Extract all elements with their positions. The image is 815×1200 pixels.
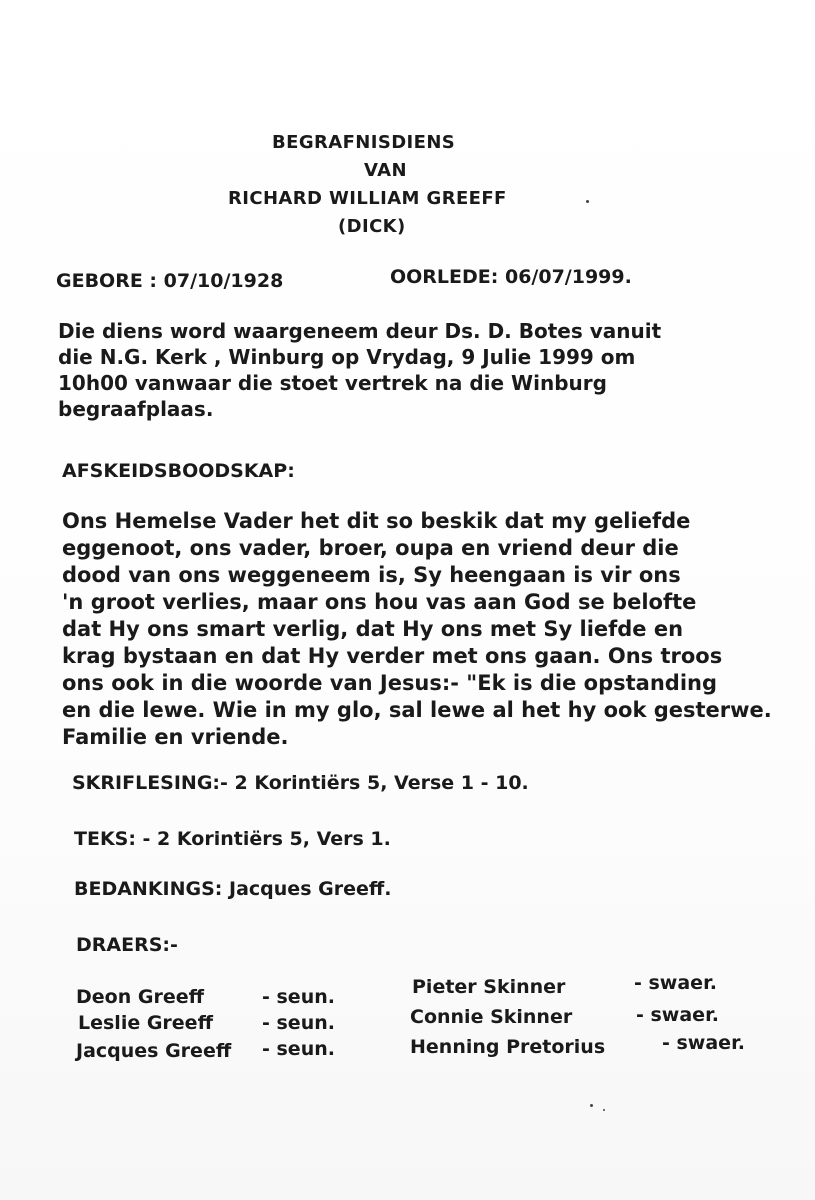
service-line: begraafplaas. xyxy=(58,397,214,421)
farewell-line: dood van ons weggeneem is, Sy heengaan is vir ons xyxy=(62,563,681,587)
bearer-item xyxy=(78,1012,335,1034)
service-details xyxy=(58,318,661,422)
title-nickname: (DICK) xyxy=(338,216,406,237)
bearer-name: Pieter Skinner xyxy=(412,976,566,998)
farewell-line: eggenoot, ons vader, broer, oupa en vriend deur die xyxy=(62,536,679,560)
title-of: VAN xyxy=(364,160,407,181)
bearer-name: Deon Greeff xyxy=(76,986,204,1008)
bearers-heading: DRAERS:- xyxy=(76,934,178,956)
scripture-reading: SKRIFLESING:- 2 Korintiërs 5, Verse 1 - 10. xyxy=(72,772,529,794)
farewell-heading: AFSKEIDSBOODSKAP: xyxy=(62,460,295,482)
farewell-message xyxy=(62,508,772,751)
bearer-relation: - swaer. xyxy=(636,1004,719,1026)
bearer-relation: - seun. xyxy=(262,1038,335,1060)
farewell-line: krag bystaan en dat Hy verder met ons gaan. Ons troos xyxy=(62,644,723,668)
farewell-line: dat Hy ons smart verlig, dat Hy ons met Sy liefde en xyxy=(62,617,684,641)
title-service: BEGRAFNISDIENS xyxy=(272,132,456,153)
thanks: BEDANKINGS: Jacques Greeff. xyxy=(74,878,392,900)
date-of-death: OORLEDE: 06/07/1999. xyxy=(390,266,632,288)
scan-speck xyxy=(586,200,589,203)
service-line: 10h00 vanwaar die stoet vertrek na die Winburg xyxy=(58,371,607,395)
service-line: die N.G. Kerk , Winburg op Vrydag, 9 Julie 1999 om xyxy=(58,345,636,369)
bearer-item xyxy=(76,1038,335,1062)
bearer-item xyxy=(410,1032,745,1058)
farewell-line: Ons Hemelse Vader het dit so beskik dat my geliefde xyxy=(62,509,691,533)
farewell-line: 'n groot verlies, maar ons hou vas aan God se belofte xyxy=(62,590,697,614)
bearer-name: Henning Pretorius xyxy=(410,1036,606,1058)
scan-speck xyxy=(590,1104,593,1107)
bearer-item xyxy=(410,1004,719,1028)
bearer-relation: - swaer. xyxy=(634,972,717,994)
bearer-item xyxy=(412,972,717,998)
bearer-relation: - seun. xyxy=(262,1012,335,1034)
farewell-line: ons ook in die woorde van Jesus:- "Ek is die opstanding xyxy=(62,671,717,695)
farewell-line: en die lewe. Wie in my glo, sal lewe al het hy ook gesterwe. xyxy=(62,698,772,722)
sermon-text: TEKS: - 2 Korintiërs 5, Vers 1. xyxy=(74,828,391,850)
title-deceased-name: RICHARD WILLIAM GREEFF xyxy=(228,188,507,209)
bearer-name: Jacques Greeff xyxy=(76,1040,232,1062)
farewell-line: Familie en vriende. xyxy=(62,725,289,749)
date-of-birth: GEBORE : 07/10/1928 xyxy=(56,270,284,292)
bearer-relation: - seun. xyxy=(262,986,335,1008)
bearer-name: Leslie Greeff xyxy=(78,1012,213,1034)
scan-speck xyxy=(603,1109,605,1111)
bearer-name: Connie Skinner xyxy=(410,1006,573,1028)
service-line: Die diens word waargeneem deur Ds. D. Botes vanuit xyxy=(58,319,662,343)
bearer-item xyxy=(76,986,335,1008)
bearer-relation: - swaer. xyxy=(662,1032,745,1054)
